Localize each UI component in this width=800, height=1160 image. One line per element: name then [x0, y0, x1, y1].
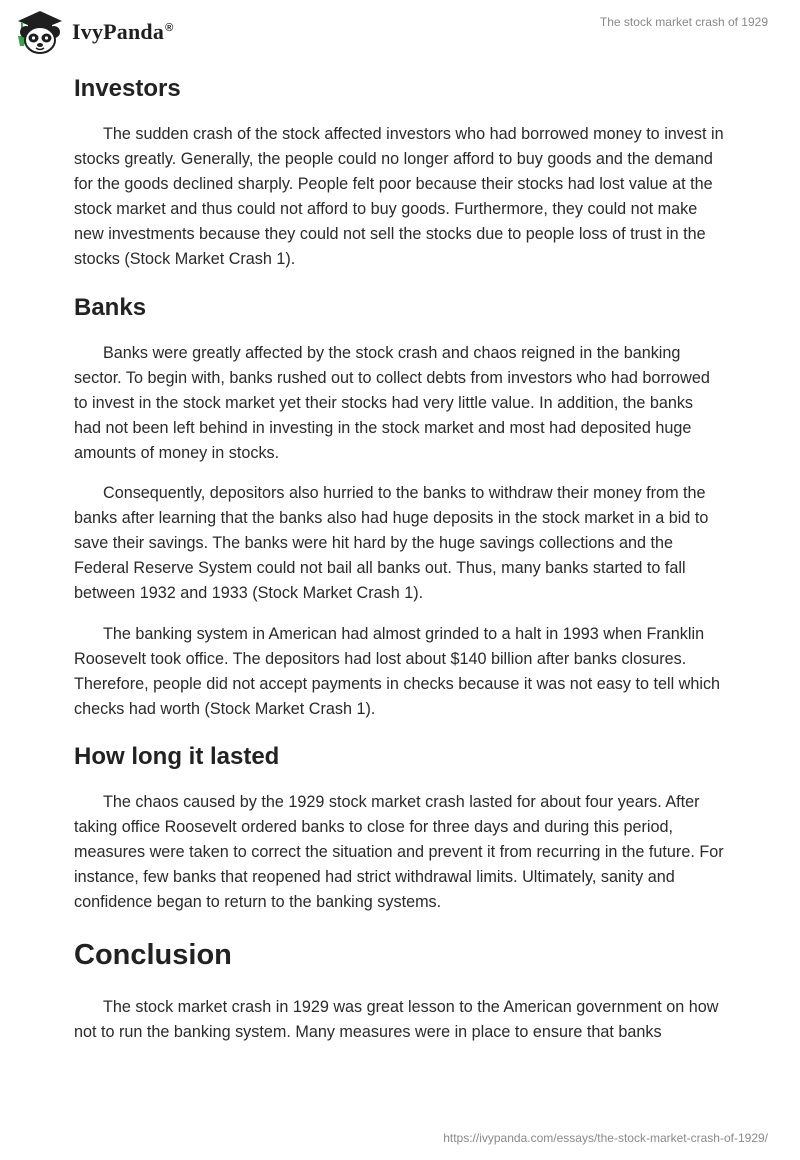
- paragraph-banks-1: Banks were greatly affected by the stock crash and chaos reigned in the banking sector. To begin with, banks rushed out to collect debts from investors who had borrowed to invest in the stock market yet their stocks had very little value. In addition, the banks had not been left behind in investing in the stock market and most had deposited huge amounts of money in stocks.: [74, 343, 710, 462]
- ivypanda-logo[interactable]: [14, 8, 173, 56]
- document-title: The stock market crash of 1929: [599, 15, 768, 29]
- heading-investors: Investors: [74, 75, 181, 102]
- panda-logo-icon: [14, 8, 66, 56]
- paragraph-banks-2: Consequently, depositors also hurried to the banks to withdraw their money from the banks after learning that the banks also had huge deposits in the stock market in a bid to save their savings. The banks were hit hard by the huge savings collections and the Federal Reserve System could not bail all banks out. Thus, many banks started to fall between 1932 and 1933 (Stock Market Crash 1).: [74, 484, 709, 603]
- heading-banks: Banks: [74, 293, 147, 321]
- paragraph-banks-3: The banking system in American had almost grinded to a halt in 1993 when Franklin Roosevelt took office. The depositors had lost about $140 billion after banks closures. Therefore, people did not accept payments in checks because it was not easy to tell which checks had worth (Stock Market Crash 1).: [74, 624, 721, 718]
- paragraph-how-long-1: The chaos caused by the 1929 stock market crash lasted for about four years. After taking office Roosevelt ordered banks to close for three days and during this period, measures were taken to correct the situation and prevent it from recurring in the future. For instance, few banks that reopened had strict withdrawal limits. Ultimately, sanity and confidence began to return to the banking systems.: [74, 792, 724, 912]
- paragraph-investors-1: The sudden crash of the stock affected investors who had borrowed money to invest in stocks greatly. Generally, the people could no longer afford to buy goods and the demand for the goods declined sharply. People felt poor because their stocks had lost value at the stock market and thus could not afford to buy goods. Furthermore, they could not make new investments because they could not sell the stocks due to people loss of trust in the stocks (Stock Market Crash 1).: [74, 125, 724, 269]
- footer-url[interactable]: https://ivypanda.com/essays/the-stock-market-crash-of-1929/: [443, 1131, 768, 1145]
- page-header: [0, 0, 800, 64]
- registered-mark: ®: [165, 21, 174, 34]
- heading-how-long: How long it lasted: [74, 742, 280, 770]
- logo-text: IvyPanda: [72, 19, 165, 44]
- heading-conclusion: Conclusion: [74, 939, 232, 972]
- logo-wordmark: [72, 19, 173, 45]
- paragraph-conclusion-1: The stock market crash in 1929 was great lesson to the American government on how not to run the banking system. Many measures were in place to ensure that banks: [74, 998, 719, 1042]
- essay-content: [74, 70, 724, 1046]
